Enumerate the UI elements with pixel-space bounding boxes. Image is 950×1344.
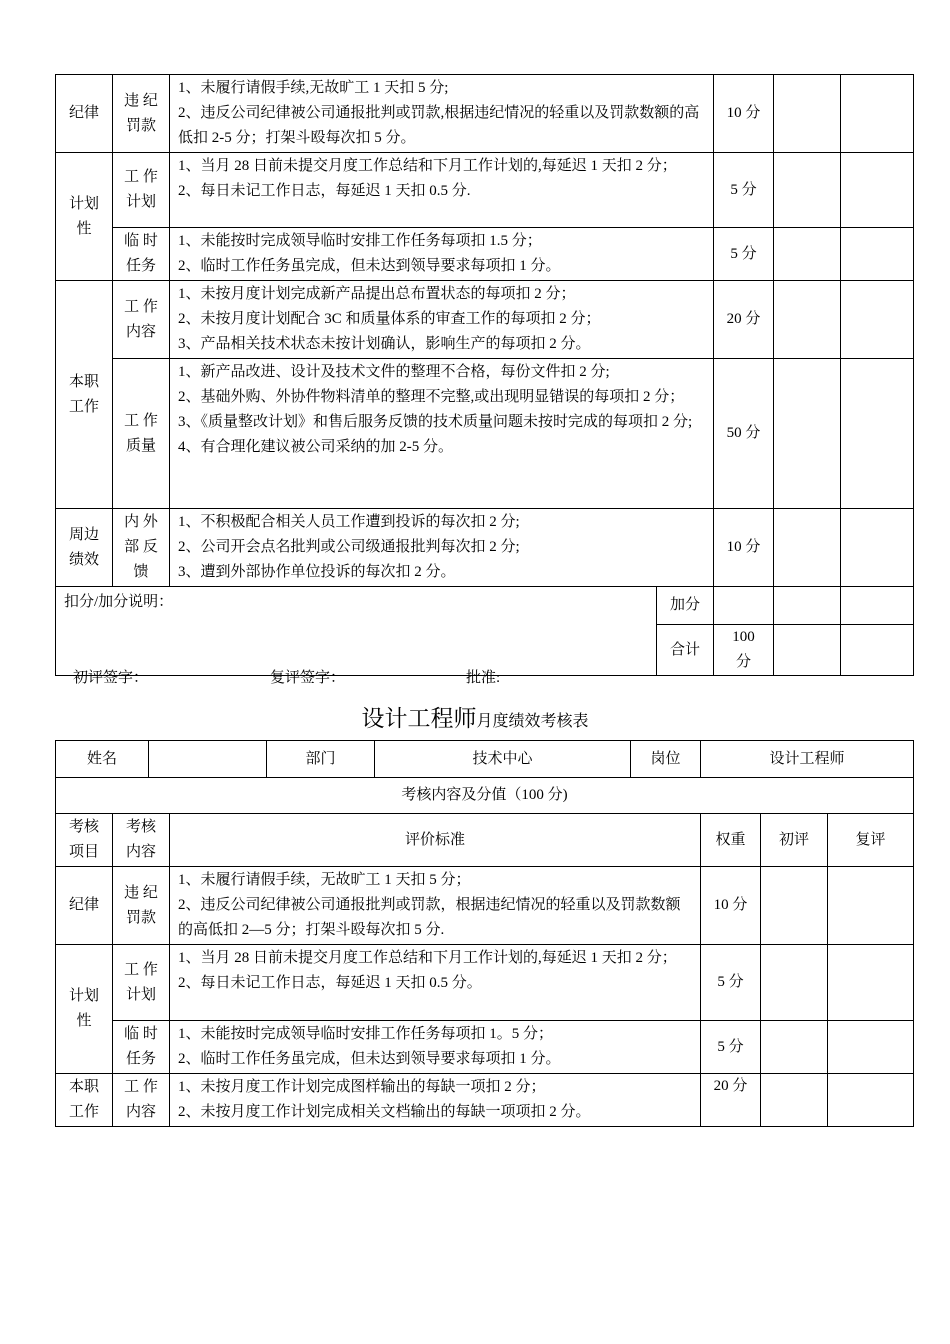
weight-cell: 10 分 xyxy=(714,509,774,587)
criteria-line: 2、临时工作任务虽完成，但未达到领导要求每项扣 1 分。 xyxy=(178,1051,561,1067)
weight-cell: 10 分 xyxy=(701,867,761,945)
table-row xyxy=(56,509,914,587)
col-weight: 权重 xyxy=(701,814,761,867)
criteria-cell xyxy=(170,509,714,587)
weight-cell: 20 分 xyxy=(701,1074,761,1127)
post-value: 设计工程师 xyxy=(701,741,914,778)
first-review-cell[interactable] xyxy=(774,75,841,153)
first-review-cell[interactable] xyxy=(774,509,841,587)
first-review-cell[interactable] xyxy=(774,228,841,281)
content-cell: 违 纪 罚款 xyxy=(113,75,170,153)
section-title: 考核内容及分值（100 分) xyxy=(56,778,914,814)
content-cell: 工 作 计划 xyxy=(113,945,170,1021)
page-title xyxy=(0,700,950,733)
weight-cell: 5 分 xyxy=(701,945,761,1021)
total-value: 100 分 xyxy=(714,625,774,676)
table-row xyxy=(56,867,914,945)
table-row xyxy=(56,587,914,625)
weight-cell: 5 分 xyxy=(714,228,774,281)
weight-cell: 5 分 xyxy=(714,153,774,228)
criteria-line: 1、当月 28 日前未提交月度工作总结和下月工作计划的,每延迟 1 天扣 2 分； xyxy=(178,950,677,966)
second-review-cell[interactable] xyxy=(841,281,914,359)
remarks-label: 扣分/加分说明： xyxy=(64,594,174,610)
weight-cell: 20 分 xyxy=(714,281,774,359)
criteria-line: 2、临时工作任务虽完成，但未达到领导要求每项扣 1 分。 xyxy=(178,258,561,274)
criteria-line: 2、公司开会点名批判或公司级通报批判每次扣 2 分; xyxy=(178,539,520,555)
criteria-cell xyxy=(170,945,701,1021)
criteria-cell xyxy=(170,1074,701,1127)
criteria-line: 3、产品相关技术状态未按计划确认，影响生产的每项扣 2 分。 xyxy=(178,336,591,352)
item-cell: 本职 工作 xyxy=(56,1074,113,1127)
table-row xyxy=(56,1074,914,1127)
criteria-line: 1、未按月度计划完成新产品提出总布置状态的每项扣 2 分； xyxy=(178,286,576,302)
item-cell xyxy=(56,945,113,1074)
criteria-line: 2、基础外购、外协件物料清单的整理不完整,或出现明显错误的每项扣 2 分； xyxy=(178,389,685,405)
second-review-cell[interactable] xyxy=(841,75,914,153)
bonus-weight-cell xyxy=(714,587,774,625)
approval-signature: 批准: xyxy=(466,670,501,686)
item-label: 计划性 xyxy=(68,988,99,1029)
bonus-first-cell[interactable] xyxy=(774,587,841,625)
criteria-cell xyxy=(170,281,714,359)
title-suffix: 月度绩效考核表 xyxy=(476,713,589,730)
section-row xyxy=(56,778,914,814)
col-first: 初评 xyxy=(761,814,828,867)
item-cell xyxy=(56,509,113,587)
total-second-cell[interactable] xyxy=(841,625,914,676)
criteria-line: 1、新产品改进、设计及技术文件的整理不合格，每份文件扣 2 分; xyxy=(178,364,610,380)
criteria-line: 2、每日未记工作日志，每延迟 1 天扣 0.5 分. xyxy=(178,183,471,199)
criteria-cell xyxy=(170,153,714,228)
content-cell: 内 外 部 反 馈 xyxy=(113,509,170,587)
content-cell: 工 作 质量 xyxy=(113,359,170,509)
col-second: 复评 xyxy=(828,814,914,867)
second-review-cell[interactable] xyxy=(828,1074,914,1127)
table-row xyxy=(56,1021,914,1074)
criteria-line: 3、《质量整改计划》和售后服务反馈的技术质量问题未按时完成的每项扣 2 分; xyxy=(178,414,693,430)
second-review-cell[interactable] xyxy=(841,359,914,509)
weight-cell: 50 分 xyxy=(714,359,774,509)
first-review-cell[interactable] xyxy=(774,359,841,509)
content-cell: 工 作 计划 xyxy=(113,153,170,228)
content-cell: 临 时 任务 xyxy=(113,1021,170,1074)
second-review-cell[interactable] xyxy=(841,228,914,281)
dept-label: 部门 xyxy=(267,741,375,778)
item-cell xyxy=(56,281,113,509)
criteria-line: 1、未能按时完成领导临时安排工作任务每项扣 1。5 分； xyxy=(178,1026,554,1042)
criteria-line: 2、每日未记工作日志，每延迟 1 天扣 0.5 分。 xyxy=(178,975,482,991)
table-row xyxy=(56,281,914,359)
content-cell: 工 作 内容 xyxy=(113,281,170,359)
content-cell: 工 作 内容 xyxy=(113,1074,170,1127)
bonus-second-cell[interactable] xyxy=(841,587,914,625)
weight-cell: 10 分 xyxy=(714,75,774,153)
criteria-cell xyxy=(170,867,701,945)
criteria-line: 1、未履行请假手续，无故旷工 1 天扣 5 分； xyxy=(178,872,471,888)
second-review-cell[interactable] xyxy=(828,867,914,945)
criteria-line: 1、不积极配合相关人员工作遭到投诉的每次扣 2 分; xyxy=(178,514,520,530)
assessment-table-continued xyxy=(55,74,914,676)
first-review-cell[interactable] xyxy=(761,867,828,945)
item-cell: 纪律 xyxy=(56,75,113,153)
first-review-cell[interactable] xyxy=(761,945,828,1021)
second-review-cell[interactable] xyxy=(841,153,914,228)
table-row xyxy=(56,228,914,281)
criteria-line: 1、未履行请假手续,无故旷工 1 天扣 5 分; xyxy=(178,80,449,96)
criteria-line: 1、当月 28 日前未提交月度工作总结和下月工作计划的,每延迟 1 天扣 2 分； xyxy=(178,158,677,174)
second-review-cell[interactable] xyxy=(841,509,914,587)
criteria-line: 1、未按月度工作计划完成图样输出的每缺一项扣 2 分； xyxy=(178,1079,546,1095)
criteria-line: 4、有合理化建议被公司采纳的加 2-5 分。 xyxy=(178,439,453,455)
first-review-cell[interactable] xyxy=(774,153,841,228)
content-cell: 违 纪 罚款 xyxy=(113,867,170,945)
criteria-cell xyxy=(170,228,714,281)
criteria-line: 2、违反公司纪律被公司通报批判或罚款,根据违纪情况的轻重以及罚款数额的高低扣 2-5 分；打架斗殴每次扣 5 分。 xyxy=(178,105,700,146)
total-first-cell[interactable] xyxy=(774,625,841,676)
criteria-cell xyxy=(170,75,714,153)
item-cell: 纪律 xyxy=(56,867,113,945)
table-row xyxy=(56,945,914,1021)
first-review-cell[interactable] xyxy=(774,281,841,359)
second-review-cell[interactable] xyxy=(828,945,914,1021)
col-item: 考核 项目 xyxy=(56,814,113,867)
criteria-cell xyxy=(170,1021,701,1074)
remarks-cell[interactable] xyxy=(56,587,657,676)
item-cell xyxy=(56,153,113,281)
name-field[interactable] xyxy=(149,741,267,778)
table-row xyxy=(56,153,914,228)
first-review-cell[interactable] xyxy=(761,1021,828,1074)
table-row xyxy=(56,359,914,509)
criteria-line: 2、违反公司纪律被公司通报批判或罚款，根据违纪情况的轻重以及罚款数额的高低扣 2—5 分；打架斗殴每次扣 5 分. xyxy=(178,897,681,938)
post-label: 岗位 xyxy=(631,741,701,778)
assessment-table xyxy=(55,740,914,1127)
item-label: 计划性 xyxy=(68,195,99,237)
item-label: 周边绩效 xyxy=(68,526,99,568)
criteria-line: 1、未能按时完成领导临时安排工作任务每项扣 1.5 分； xyxy=(178,233,542,249)
content-cell: 临 时 任务 xyxy=(113,228,170,281)
first-review-cell[interactable] xyxy=(761,1074,828,1127)
column-header-row xyxy=(56,814,914,867)
item-label: 本职工作 xyxy=(68,373,99,415)
criteria-line: 2、未按月度工作计划完成相关文档输出的每缺一项项扣 2 分。 xyxy=(178,1104,591,1120)
second-review-signature: 复评签字： xyxy=(270,670,346,686)
title-main: 设计工程师 xyxy=(361,706,477,731)
dept-value: 技术中心 xyxy=(375,741,631,778)
bonus-label: 加分 xyxy=(657,587,714,625)
second-review-cell[interactable] xyxy=(828,1021,914,1074)
col-content: 考核 内容 xyxy=(113,814,170,867)
name-label: 姓名 xyxy=(56,741,149,778)
criteria-cell xyxy=(170,359,714,509)
first-review-signature: 初评签字： xyxy=(73,670,149,686)
table-row xyxy=(56,75,914,153)
col-criteria: 评价标准 xyxy=(170,814,701,867)
criteria-line: 3、遭到外部协作单位投诉的每次扣 2 分。 xyxy=(178,564,456,580)
weight-cell: 5 分 xyxy=(701,1021,761,1074)
total-label: 合计 xyxy=(657,625,714,676)
header-row xyxy=(56,741,914,778)
criteria-line: 2、未按月度计划配合 3C 和质量体系的审查工作的每项扣 2 分； xyxy=(178,311,601,327)
